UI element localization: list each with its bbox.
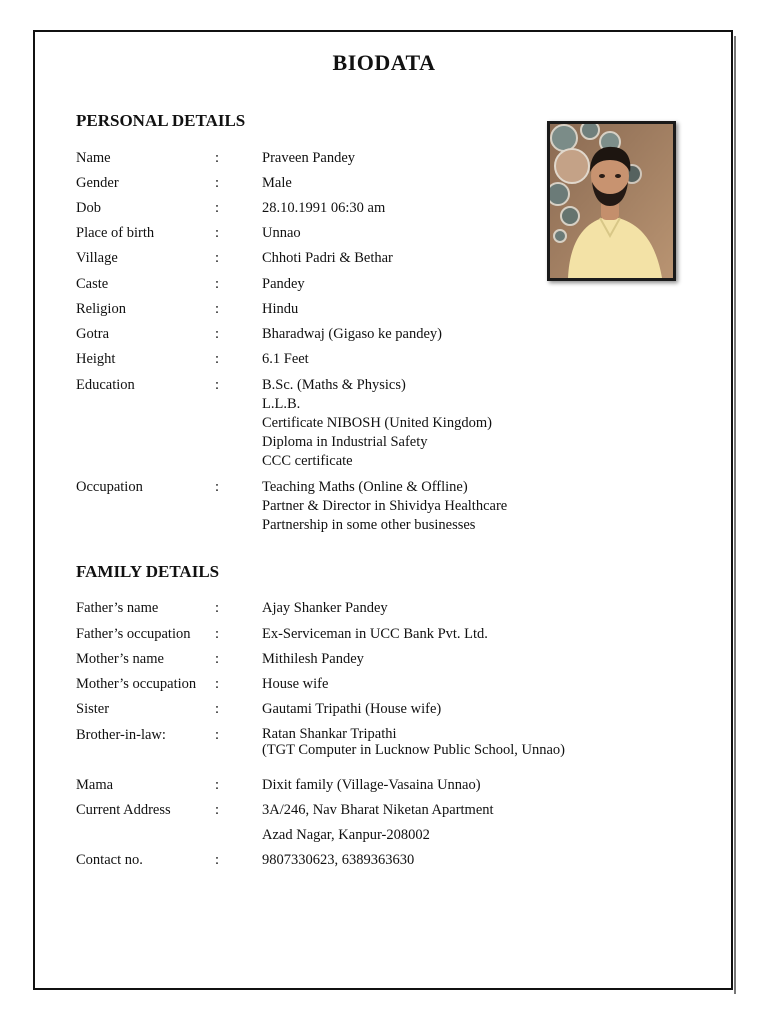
field-label: Religion [76, 301, 126, 317]
field-colon: : [215, 326, 220, 342]
field-label: Dob [76, 200, 101, 216]
field-colon: : [215, 351, 220, 367]
value-line: Certificate NIBOSH (United Kingdom) [262, 415, 492, 431]
field-value [262, 249, 393, 268]
family-details-heading: FAMILY DETAILS [76, 562, 220, 581]
value-line: Mithilesh Pandey [262, 651, 364, 667]
value-line: Gautami Tripathi (House wife) [262, 701, 442, 717]
profile-photo [547, 121, 676, 281]
field-colon: : [215, 676, 220, 692]
value-line: Praveen Pandey [262, 150, 356, 166]
field-value [262, 625, 488, 644]
field-value [262, 851, 414, 870]
value-line: House wife [262, 676, 329, 692]
profile-photo-icon [550, 124, 673, 278]
field-colon: : [215, 225, 220, 241]
field-label: Name [76, 150, 111, 166]
field-label: Contact no. [76, 852, 143, 868]
field-value [262, 478, 507, 535]
field-label: Education [76, 377, 135, 393]
field-colon: : [215, 479, 220, 495]
field-label: Mother’s occupation [76, 676, 197, 692]
value-line: Teaching Maths (Online & Offline) [262, 479, 468, 495]
field-colon: : [215, 852, 220, 868]
value-line: Azad Nagar, Kanpur-208002 [262, 827, 430, 843]
value-line: Bharadwaj (Gigaso ke pandey) [262, 326, 442, 342]
field-value [262, 776, 481, 795]
field-value [262, 199, 385, 218]
value-line: 28.10.1991 06:30 am [262, 200, 386, 216]
field-value [262, 300, 298, 319]
field-value [262, 376, 492, 471]
field-label: Father’s occupation [76, 626, 191, 642]
value-line: CCC certificate [262, 453, 353, 469]
field-value [262, 224, 301, 243]
field-value [262, 350, 309, 369]
field-value [262, 174, 292, 193]
value-line: Hindu [262, 301, 299, 317]
field-colon: : [215, 651, 220, 667]
field-label: Mother’s name [76, 651, 164, 667]
field-value [262, 726, 565, 758]
field-value [262, 675, 328, 694]
value-line: 9807330623, 6389363630 [262, 852, 415, 868]
field-colon: : [215, 600, 220, 616]
value-line: Partner & Director in Shividya Healthcare [262, 498, 508, 514]
field-value [262, 700, 441, 719]
field-label: Father’s name [76, 600, 159, 616]
value-line: Unnao [262, 225, 301, 241]
field-colon: : [215, 200, 220, 216]
value-line: B.Sc. (Maths & Physics) [262, 377, 406, 393]
field-colon: : [215, 802, 220, 818]
field-colon: : [215, 250, 220, 266]
field-value [262, 801, 494, 851]
value-line: 6.1 Feet [262, 351, 309, 367]
value-line: Male [262, 175, 292, 191]
field-label: Place of birth [76, 225, 155, 241]
field-colon: : [215, 150, 220, 166]
field-label: Village [76, 250, 118, 266]
field-colon: : [215, 377, 220, 393]
field-colon: : [215, 701, 220, 717]
value-line: Ajay Shanker Pandey [262, 600, 388, 616]
field-value [262, 599, 388, 618]
field-colon: : [215, 175, 220, 191]
personal-details-heading: PERSONAL DETAILS [76, 111, 246, 130]
document-title: BIODATA [332, 50, 436, 75]
field-label: Current Address [76, 802, 171, 818]
field-colon: : [215, 727, 220, 743]
field-value [262, 650, 364, 669]
value-line: 3A/246, Nav Bharat Niketan Apartment [262, 802, 494, 818]
field-value [262, 275, 305, 294]
value-line: Pandey [262, 276, 305, 292]
field-colon: : [215, 777, 220, 793]
field-label: Sister [76, 701, 110, 717]
field-label: Gotra [76, 326, 110, 342]
value-line: Diploma in Industrial Safety [262, 434, 428, 450]
value-line: Partnership in some other businesses [262, 517, 476, 533]
field-label: Occupation [76, 479, 143, 495]
value-line: L.L.B. [262, 396, 301, 412]
field-value [262, 325, 442, 344]
field-label: Height [76, 351, 116, 367]
value-line: (TGT Computer in Lucknow Public School, Unnao) [262, 742, 565, 758]
field-label: Brother-in-law: [76, 727, 166, 743]
value-line: Ratan Shankar Tripathi [262, 726, 397, 742]
value-line: Ex-Serviceman in UCC Bank Pvt. Ltd. [262, 626, 488, 642]
field-label: Mama [76, 777, 114, 793]
field-label: Gender [76, 175, 119, 191]
field-value [262, 149, 355, 168]
value-line: Chhoti Padri & Bethar [262, 250, 393, 266]
value-line: Dixit family (Village-Vasaina Unnao) [262, 777, 481, 793]
field-colon: : [215, 626, 220, 642]
field-colon: : [215, 276, 220, 292]
field-colon: : [215, 301, 220, 317]
field-label: Caste [76, 276, 109, 292]
